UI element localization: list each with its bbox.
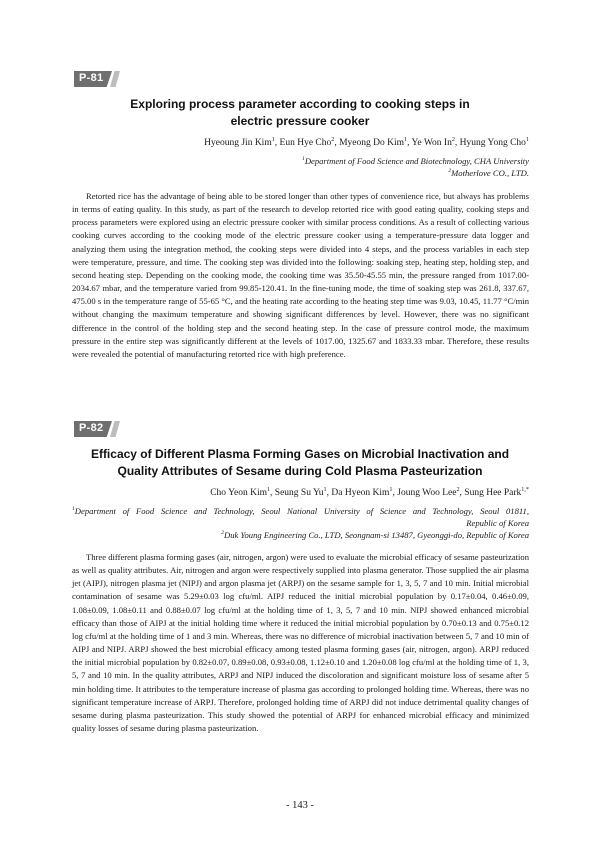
affiliations-p82 bbox=[72, 505, 529, 541]
title-line: electric pressure cooker bbox=[230, 114, 370, 128]
title-line: Efficacy of Different Plasma Forming Gases on Microbial Inactivation and bbox=[90, 447, 510, 461]
affiliation: $^2$Motherlove CO., LTD. bbox=[448, 168, 529, 178]
author: Cho Yeon Kim$^1$ bbox=[210, 486, 271, 498]
author: Joung Woo Lee$^2$ bbox=[397, 486, 460, 498]
badge-label: P-82 bbox=[79, 422, 104, 434]
affiliation: $^1$Department of Food Science and Biotechnology, CHA University bbox=[302, 156, 529, 166]
author: Eun Hye Cho$^2$ bbox=[279, 136, 335, 148]
page-number: - 143 - bbox=[286, 800, 314, 811]
affiliation: $^2$Duk Young Engineering Co., LTD, Seongnam-si 13487, Gyeonggi-do, Republic of Korea bbox=[221, 530, 529, 540]
author: Seung Su Yu$^1$ bbox=[274, 486, 327, 498]
author: Hyeoung Jin Kim$^1$ bbox=[204, 136, 275, 148]
abstract-title-p81 bbox=[60, 96, 540, 130]
abstract-body-p82: Three different plasma forming gases (air, nitrogen, argon) were used to evaluate the microbial efficacy of sesame pasteurization as well as quality attributes. Air, nitrogen and argon were respectively supplied into plasma generator. Those supplied the air plasma jet (AIPJ), nitrogen plasma jet (NIPJ) and argon plasma jet (ARPJ) on the sesame sample for 1, 3, 5, 7 and 10 min. Initial microbial contamination of sesame was 5.29±0.03 log cfu/ml. AIPJ reduced the initial microbial population by 0.17±0.04, 0.46±0.09, 1.08±0.09, 1.08±0.11 and 0.88±0.07 log cfu/ml at the holding time of 1, 3, 5, 7 and 10 min. NIPJ showed enhanced microbial efficacy than those of AIPJ at the initial holding time where it reduced the initial microbial population by 0.70±0.13 and 0.75±0.12 log cfu/ml at the holding time of 1 and 3 min. Whereas, there was no difference of microbial inactivation between 5, 7 and 10 min of AIPJ and NIPJ. ARPJ showed the best microbial efficacy among tested plasma forming gases (air, nitrogen, argon). ARPJ reduced the initial microbial population by 0.82±0.07, 0.89±0.08, 0.93±0.08, 1.12±0.10 and 1.20±0.08 log cfu/ml at the holding time of 1, 3, 5, 7 and 10 min. In the quality attributes, ARPJ and NIPJ induced the discoloration and significant moisture loss of sesame after 5 min holding time. It attributes to the temperature increase of plasma gas according to prolonged holding time. Whereas, there was no significant temperature increase of ARPJ. Therefore, prolonged holding time of ARPJ did not induce detrimental quality changes of sesame during plasma pasteurization. This study showed the potential of ARPJ for enhanced microbial efficacy and minimized quality losses of sesame during plasma pasteurization. bbox=[72, 552, 529, 734]
author: Ye Won In$^2$ bbox=[411, 136, 455, 148]
affiliation: Republic of Korea bbox=[466, 518, 529, 528]
author: Sung Hee Park$^{1,*}$ bbox=[464, 486, 529, 498]
author: Hyung Yong Cho$^1$ bbox=[459, 136, 529, 148]
author-list-p82: Cho Yeon Kim$^1$, Seung Su Yu$^1$, Da Hyeon Kim$^1$, Joung Woo Lee$^2$, Sung Hee Park$^{1,*}$ bbox=[210, 486, 529, 498]
abstract-badge-p81 bbox=[74, 71, 122, 87]
author: Da Hyeon Kim$^1$ bbox=[331, 486, 393, 498]
title-line: Exploring process parameter according to cooking steps in bbox=[130, 97, 470, 111]
author-list-p81: Hyeoung Jin Kim$^1$, Eun Hye Cho$^2$, Myeong Do Kim$^1$, Ye Won In$^2$, Hyung Yong Cho$^1$ bbox=[204, 136, 529, 148]
author: Myeong Do Kim$^1$ bbox=[339, 136, 408, 148]
affiliations-p81 bbox=[302, 155, 529, 179]
title-line: Quality Attributes of Sesame during Cold Plasma Pasteurization bbox=[117, 464, 483, 478]
abstract-title-p82 bbox=[60, 446, 540, 480]
badge-label: P-81 bbox=[79, 72, 104, 84]
abstract-body-p81: Retorted rice has the advantage of being able to be stored longer than other types of convenience rice, but always has problems in terms of eating quality. In this study, as part of the research to develop retorted rice with good eating quality, cooking steps and process parameters were explored using an electric pressure cooker with similar process conditions. As a result of collecting various cooking curves according to the cooking mode of the electric pressure cooker using a temperature-pressure data logger and analyzing them using the integration method, the cooking steps were divided into 4 steps, and the process variables in each step were temperature, pressure, and time. The cooking step was divided into the following: soaking step, heating step, holding step, and second heating step. Depending on the cooking mode, the cooking time was 35.50-45.55 min, the pressure ranged from 1017.00-2034.67 mbar, and the temperature varied from 99.85-120.41. In the fine-tuning mode, the time of soaking step was 261.8, 337.67, 475.00 s in the temperature range of 55-65 °C, and the heating rate according to the heating step time was 9.03, 10.45, 11.77 °C/min without changing the maximum temperature and showing significant differences by level. However, there was no significant difference in the control of the holding step and the second heating step. In the case of pressure control mode, the maximum pressure in the entire step was significantly different at the levels of 1017.00, 1325.67 and 1833.33 mbar. Therefore, these results were revealed the potential of manufacturing retorted rice with high preference. bbox=[72, 191, 529, 359]
affiliation: $^1$Department of Food Science and Technology, Seoul National University of Science and Technology, Seoul 01811, bbox=[72, 506, 529, 516]
abstract-badge-p82 bbox=[74, 421, 122, 437]
